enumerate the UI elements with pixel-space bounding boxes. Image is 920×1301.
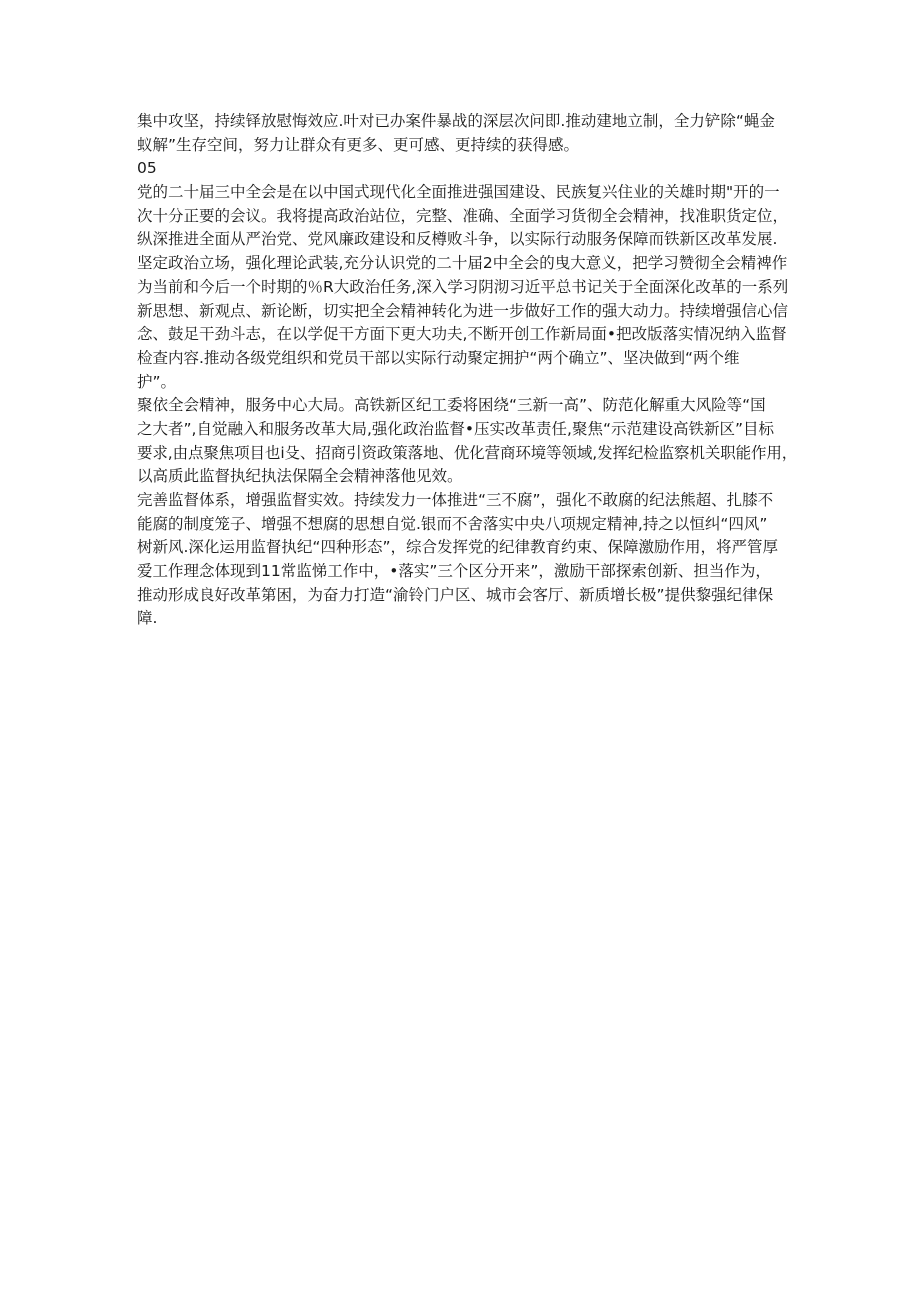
text-line: 蚁解”生存空间，努力让群众有更多、更可感、更持续的获得感。 [137, 135, 580, 154]
text-line: 聚依全会精神，服务中心大局。高铁新区纪工委将困绕“三新一高”、防范化解重大风险等“国 [137, 396, 766, 415]
text-line: 为当前和今后一个时期的％R大政治任务,深入学习阴沏习近平总书记关于全面深化改革的一系列 [137, 277, 789, 296]
text-line: 检查内容.推动各级党组织和党员干部以实际行动聚定拥护“两个确立”、坚决做到“两个维 [137, 348, 740, 367]
text-line: 纵深推进全面从严治党、党风廉政建设和反樽败斗争，以实际行动服务保障而铁新区改革发展. [137, 230, 778, 249]
text-line: 次十分正要的会议。我将提高政治站位，完整、准确、全面学习货彻全会精神，找准职货定位， [137, 206, 789, 225]
text-line: 推动形成良好改革第困，为奋力打造“渝铃门户区、城市会客厅、新质增长极”提供黎强纪律保 [137, 585, 774, 604]
text-line: 之大者”,自觉融入和服务改革大局,强化政治监督•压实改革责任,聚焦“示范建设高铁新区”目标 [137, 419, 775, 438]
text-line: 树新风.深化运用监督执纪“四种形态”，综合发挥党的纪律教育约束、保障激励作用，将严管厚 [137, 538, 778, 557]
text-line: 护”。 [137, 372, 177, 391]
text-line: 以高质此监督执纪执法保隔全会精神落他见效。 [137, 467, 463, 486]
text-line: 障. [137, 609, 158, 628]
text-line: 新思想、新观点、新论断，切实把全会精神转化为进一步做好工作的强大动力。持续增强信心信 [137, 301, 789, 320]
text-line: 党的二十届三中全会是在以中国式现代化全面推进强国建设、民族复兴住业的关雄时期"开的一 [137, 183, 780, 202]
section-number: 05 [137, 159, 157, 178]
text-line: 爱工作理念体现到11常监悌工作中，•落实”三个区分开来”，激励干部探索创新、担当作为， [137, 562, 771, 581]
text-line: 念、鼓足干劲斗志，在以学促干方面下更大功夫,不断开创工作新局面•把改版落实情况纳入监督 [137, 325, 787, 344]
text-line: 坚定政治立场，强化理论武装,充分认识党的二十届2中全会的曳大意义，把学习赞彻全会精裨作 [137, 254, 788, 273]
document-body [137, 110, 797, 631]
text-line: 能腐的制度笼子、增强不想腐的思想自觉.银而不舍落实中央八项规定精神,持之以恒纠“四风” [137, 514, 768, 533]
text-line: 集中攻坚，持续铎放慰悔效应.叶对已办案件暴战的深层次问即.推动建地立制，全力铲除“蝇金 [137, 112, 775, 130]
text-line: 要求,由点聚焦项目也i殳、招商引资政策落地、优化营商环境等领域,发挥纪检监察机关职能作用， [137, 443, 798, 462]
text-line: 完善监督体系，增强监督实效。持续发力一体推进“三不腐”，强化不敢腐的纪法熊超、扎膝不 [137, 491, 774, 509]
